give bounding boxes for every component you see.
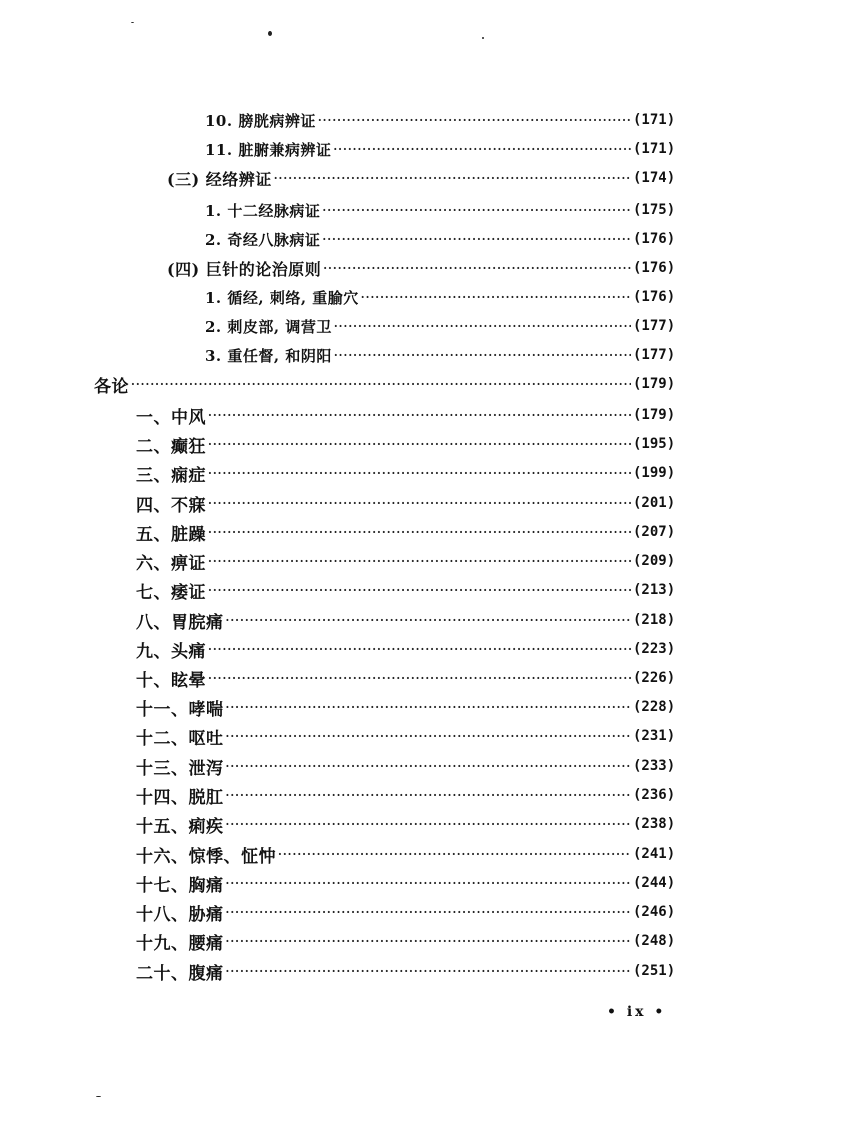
toc-chapter-title: 十三、泄泻 <box>136 758 224 779</box>
toc-entry-title: 2. 刺皮部, 调营卫 <box>205 317 332 336</box>
toc-entry[interactable] <box>205 341 693 369</box>
toc-chapter-title: 二、癫狂 <box>136 436 206 457</box>
dot-leader <box>208 409 631 422</box>
toc-chapter[interactable] <box>136 693 693 721</box>
dot-leader <box>208 555 631 568</box>
toc-chapter[interactable] <box>136 898 693 926</box>
toc-entry-page: (171) <box>633 141 676 157</box>
toc-chapter-title: 二十、腹痛 <box>136 963 224 984</box>
toc-entry-page: (175) <box>633 202 676 218</box>
scan-speck <box>96 1096 101 1097</box>
dot-leader <box>208 584 631 597</box>
toc-entry-title: 3. 重任督, 和阴阳 <box>205 346 332 365</box>
toc-chapter-title: 十二、呕吐 <box>136 728 224 749</box>
dot-leader <box>226 965 632 978</box>
toc-chapter[interactable] <box>136 722 693 750</box>
toc-chapter[interactable] <box>136 606 693 634</box>
dot-leader <box>208 526 631 539</box>
toc-entry-page: (177) <box>633 318 676 334</box>
dot-leader <box>131 378 631 391</box>
toc-entry-page: (195) <box>633 436 676 452</box>
toc-entry-page: (238) <box>633 816 676 832</box>
toc-entry-title: 1. 循经, 刺络, 重腧穴 <box>205 288 359 307</box>
page-number: • ix • <box>607 1004 667 1020</box>
toc-entry-page: (233) <box>633 758 676 774</box>
dot-leader <box>334 320 631 333</box>
toc-entry-page: (244) <box>633 875 676 891</box>
dot-leader <box>208 672 631 685</box>
scan-speck <box>482 37 484 39</box>
toc-chapter[interactable] <box>136 810 693 838</box>
toc-entry[interactable] <box>205 283 693 311</box>
toc-chapter-title: 九、头痛 <box>136 641 206 662</box>
toc-section[interactable] <box>167 164 693 192</box>
dot-leader <box>274 172 631 185</box>
dot-leader <box>208 438 631 451</box>
scan-speck <box>268 31 272 36</box>
toc-chapter[interactable] <box>136 752 693 780</box>
toc-entry-page: (226) <box>633 670 676 686</box>
toc-chapter-title: 一、中风 <box>136 407 206 428</box>
toc-entry-page: (199) <box>633 465 676 481</box>
toc-entry-title: 10. 膀胱病辨证 <box>205 111 316 130</box>
toc-entry-page: (209) <box>633 553 676 569</box>
toc-chapter-title: 十五、痢疾 <box>136 816 224 837</box>
dot-leader <box>322 204 631 217</box>
toc-entry[interactable] <box>205 312 693 340</box>
toc-chapter[interactable] <box>136 957 693 985</box>
toc-entry-page: (231) <box>633 728 676 744</box>
toc-entry-page: (236) <box>633 787 676 803</box>
toc-entry-page: (207) <box>633 524 676 540</box>
toc-entry[interactable] <box>205 196 693 224</box>
dot-leader <box>333 143 631 156</box>
toc-part[interactable] <box>94 370 693 398</box>
toc-section-title: (四) 巨针的论治原则 <box>167 259 322 279</box>
toc-chapter-title: 七、痿证 <box>136 582 206 603</box>
toc-entry-page: (228) <box>633 699 676 715</box>
toc-chapter[interactable] <box>136 781 693 809</box>
dot-leader <box>226 789 632 802</box>
toc-chapter[interactable] <box>136 869 693 897</box>
toc-entry-page: (176) <box>633 260 676 276</box>
toc-chapter[interactable] <box>136 518 693 546</box>
toc-entry-page: (176) <box>633 289 676 305</box>
dot-leader <box>226 614 632 627</box>
dot-leader <box>226 701 632 714</box>
toc-chapter[interactable] <box>136 576 693 604</box>
toc-entry-page: (246) <box>633 904 676 920</box>
toc-chapter[interactable] <box>136 927 693 955</box>
toc-entry-page: (179) <box>633 407 676 423</box>
toc-chapter[interactable] <box>136 489 693 517</box>
toc-chapter-title: 四、不寐 <box>136 495 206 516</box>
toc-chapter[interactable] <box>136 664 693 692</box>
dot-leader <box>226 760 632 773</box>
toc-chapter-title: 三、痫症 <box>136 465 206 486</box>
dot-leader <box>322 233 631 246</box>
toc-chapter-title: 十六、惊悸、怔忡 <box>136 846 276 867</box>
toc-chapter[interactable] <box>136 635 693 663</box>
toc-entry-title: 1. 十二经脉病证 <box>205 201 321 220</box>
toc-chapter[interactable] <box>136 430 693 458</box>
toc-part-title: 各论 <box>94 376 129 397</box>
toc-chapter[interactable] <box>136 459 693 487</box>
toc-chapter-title: 十四、脱肛 <box>136 787 224 808</box>
toc-section[interactable] <box>167 254 693 282</box>
dot-leader <box>226 730 632 743</box>
dot-leader <box>323 262 631 275</box>
toc-chapter[interactable] <box>136 840 693 868</box>
toc-entry-page: (201) <box>633 495 676 511</box>
toc-entry-page: (241) <box>633 846 676 862</box>
scan-speck <box>131 22 134 23</box>
toc-entry-title: 2. 奇经八脉病证 <box>205 230 321 249</box>
toc-chapter-title: 十、眩晕 <box>136 670 206 691</box>
dot-leader <box>226 935 632 948</box>
toc-entry[interactable] <box>205 225 693 253</box>
toc-entry-page: (223) <box>633 641 676 657</box>
toc-entry-page: (174) <box>633 170 676 186</box>
dot-leader <box>208 643 631 656</box>
toc-entry-page: (177) <box>633 347 676 363</box>
dot-leader <box>208 467 631 480</box>
dot-leader <box>208 497 631 510</box>
toc-entry-page: (171) <box>633 112 676 128</box>
toc-entry-page: (179) <box>633 376 676 392</box>
toc-chapter[interactable] <box>136 547 693 575</box>
toc-entry-page: (251) <box>633 963 676 979</box>
dot-leader <box>334 349 631 362</box>
dot-leader <box>226 906 632 919</box>
toc-entry-page: (248) <box>633 933 676 949</box>
toc-entry[interactable] <box>205 106 693 134</box>
toc-chapter-title: 十九、腰痛 <box>136 933 224 954</box>
dot-leader <box>226 877 632 890</box>
toc-section-title: (三) 经络辨证 <box>167 169 272 189</box>
dot-leader <box>278 848 631 861</box>
toc-chapter[interactable] <box>136 401 693 429</box>
toc-entry-page: (218) <box>633 612 676 628</box>
toc-chapter-title: 八、胃脘痛 <box>136 612 224 633</box>
dot-leader <box>361 291 631 304</box>
toc-entry-page: (213) <box>633 582 676 598</box>
toc-chapter-title: 十八、胁痛 <box>136 904 224 925</box>
toc-entry[interactable] <box>205 135 693 163</box>
toc-chapter-title: 十七、胸痛 <box>136 875 224 896</box>
toc-entry-title: 11. 脏腑兼病辨证 <box>205 140 332 159</box>
dot-leader <box>226 818 632 831</box>
toc-chapter-title: 五、脏躁 <box>136 524 206 545</box>
toc-chapter-title: 六、痹证 <box>136 553 206 574</box>
toc-entry-page: (176) <box>633 231 676 247</box>
toc-chapter-title: 十一、哮喘 <box>136 699 224 720</box>
dot-leader <box>318 114 631 127</box>
